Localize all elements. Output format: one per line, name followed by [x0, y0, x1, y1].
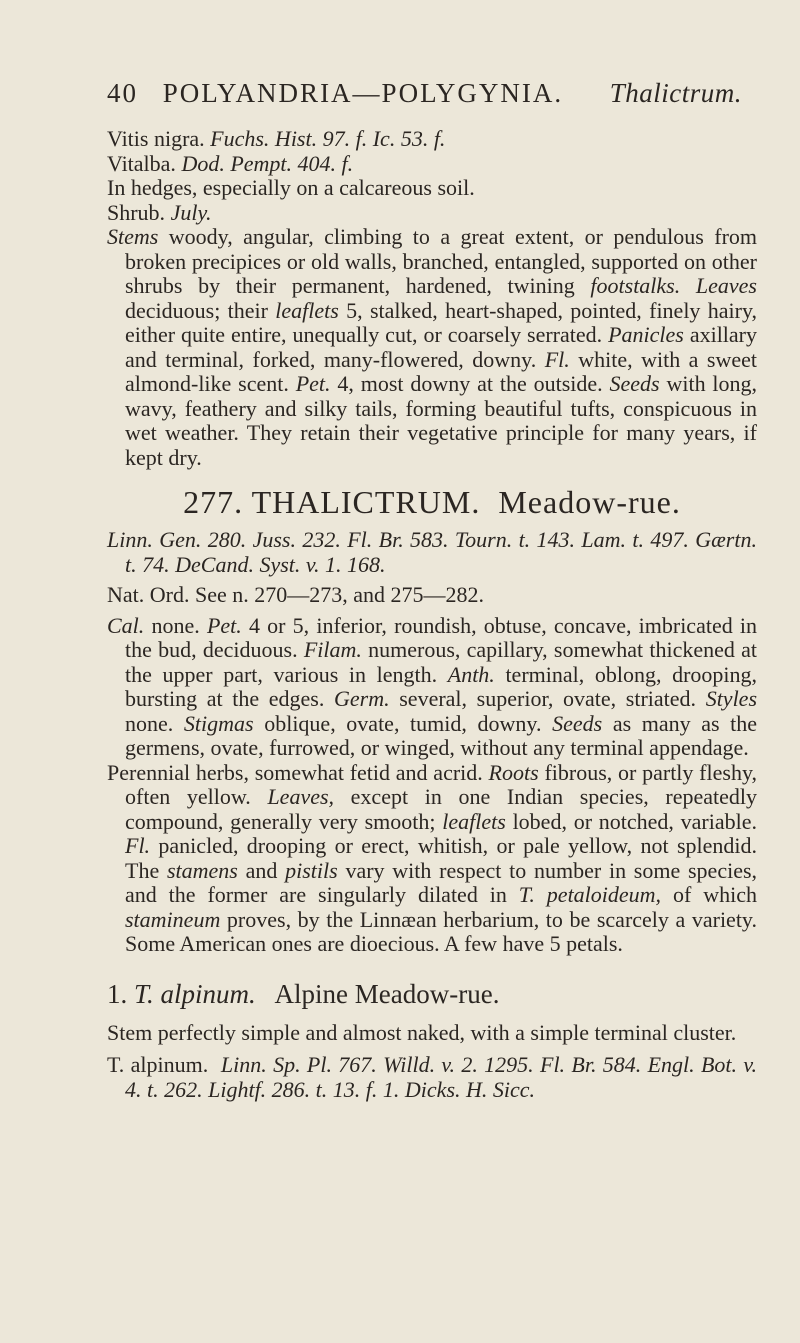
page-number: 40	[107, 78, 138, 108]
genus-characters: Cal. none. Pet. 4 or 5, inferior, roundish, obtuse, concave, imbricated in the bud, deciduous. Filam. numerous, capillary, somewhat thickened at the upper part, various in length. Anth. terminal, oblong, drooping, bursting at the edges. Germ. several, superior, ovate, striated. Styles none. Stigmas oblique, ovate, tumid, downy. Seeds as many as the germens, ovate, furrowed, or winged, without any terminal appendage.	[107, 612, 758, 760]
running-head: POLYANDRIA—POLYGYNIA.	[162, 78, 564, 108]
species-heading: 1. T. alpinum. Alpine Meadow-rue.	[107, 978, 500, 1009]
running-title: Thalictrum.	[609, 78, 742, 108]
habitat-text: In hedges, especially on a calcareous soil.	[107, 175, 475, 200]
genus-heading: 277. THALICTRUM. Meadow-rue.	[183, 484, 681, 520]
natural-order: Nat. Ord. See n. 270—273, and 275—282.	[107, 582, 485, 607]
life-form-text: Shrub. July.	[107, 199, 212, 225]
synonym-vitalba: Vitalba. Dod. Pempt. 404. f.	[107, 150, 354, 176]
genus-references: Linn. Gen. 280. Juss. 232. Fl. Br. 583. Tourn. t. 143. Lam. t. 497. Gærtn. t. 74. DeCand. Syst. v. 1. 168.	[107, 527, 757, 577]
clematis-description: Stems woody, angular, climbing to a great extent, or pendulous from broken precipices or old walls, branched, entangled, supported on other shrubs by their permanent, hardened, twining footstalks. Leaves deciduous; their leaflets 5, stalked, heart-shaped, pointed, finely hairy, either quite entire, unequally cut, or coarsely serrated. Panicles axillary and terminal, forked, many-flowered, downy. Fl. white, with a sweet almond-like scent. Pet. 4, most downy at the outside. Seeds with long, wavy, feathery and silky tails, forming beautiful tufts, conspicuous in wet weather. They retain their vegetative principle for many years, if kept dry.	[107, 224, 758, 470]
species-description: Stem perfectly simple and almost naked, with a simple terminal cluster.	[107, 1019, 737, 1045]
page-body	[107, 127, 757, 1102]
running-header	[107, 78, 742, 118]
genus-habit: Perennial herbs, somewhat fetid and acrid. Roots fibrous, or partly fleshy, often yellow. Leaves, except in one Indian species, repeatedly compound, generally very smooth; leaflets lobed, or notched, variable. Fl. panicled, drooping or erect, whitish, or pale yellow, not splendid. The stamens and pistils vary with respect to number in some species, and the former are singularly dilated in T. petaloideum, of which stamineum proves, by the Linnæan herbarium, to be scarcely a variety. Some American ones are dioecious. A few have 5 petals.	[107, 759, 758, 956]
species-synonymy: T. alpinum. Linn. Sp. Pl. 767. Willd. v. 2. 1295. Fl. Br. 584. Engl. Bot. v. 4. t. 262. Lightf. 286. t. 13. f. 1. Dicks. H. Sicc.	[107, 1052, 757, 1102]
synonym-vitis-nigra: Vitis nigra. Fuchs. Hist. 97. f. Ic. 53. f.	[107, 126, 446, 151]
